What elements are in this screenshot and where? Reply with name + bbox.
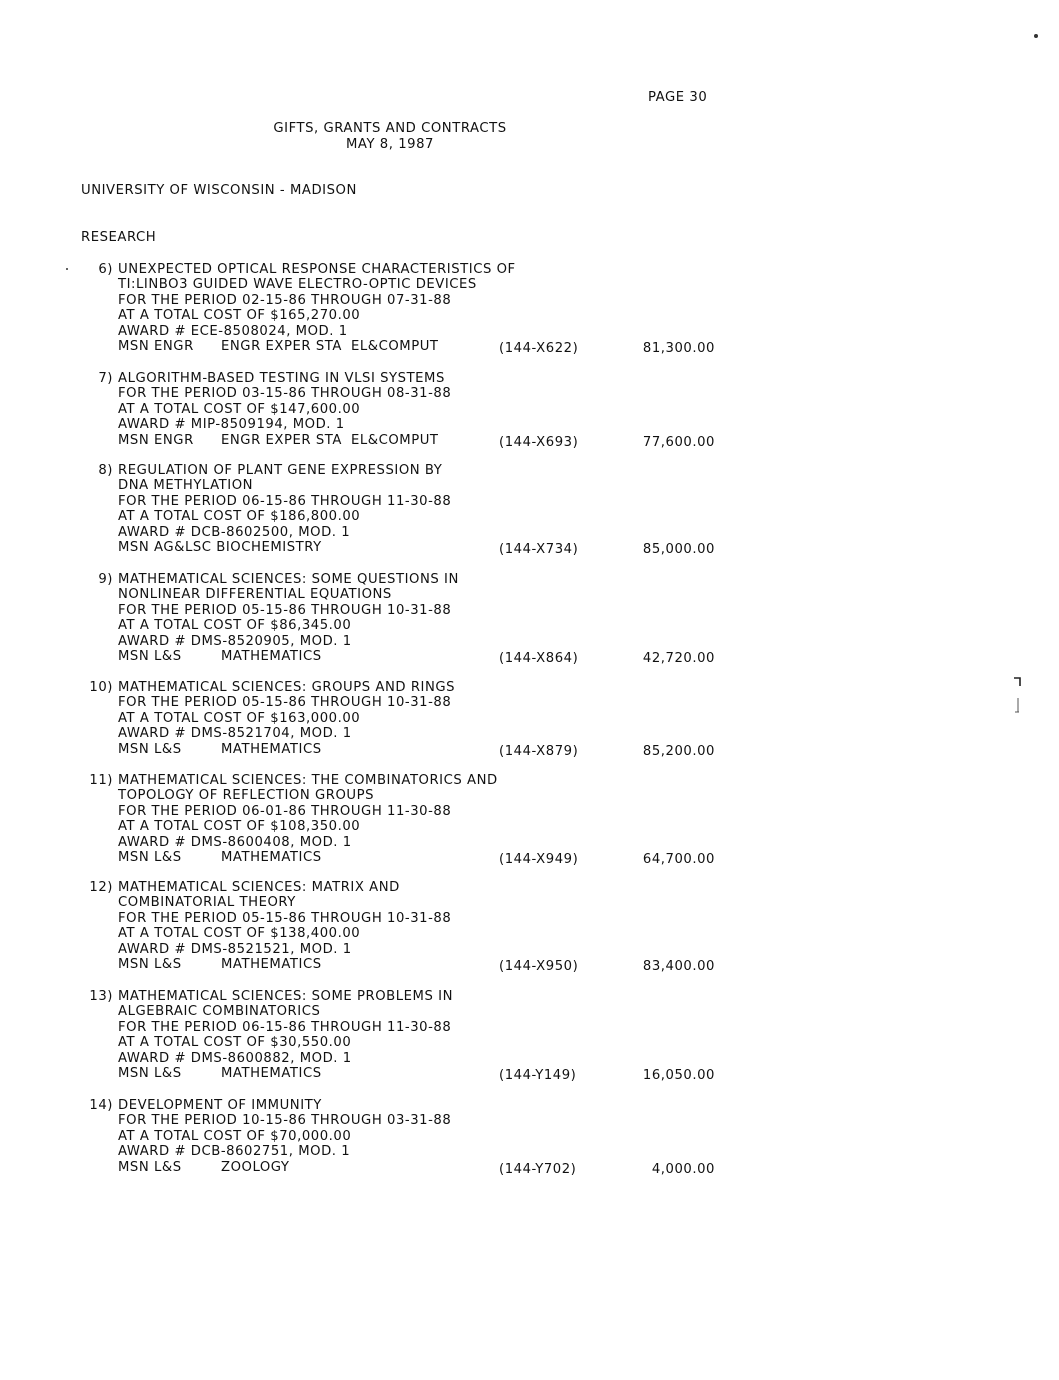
grant-total: AT A TOTAL COST OF $186,800.00 <box>118 509 361 525</box>
entry-number: 7) <box>98 371 113 386</box>
grant-title-line: DNA METHYLATION <box>118 478 254 494</box>
grant-title-line: NONLINEAR DIFFERENTIAL EQUATIONS <box>118 587 392 603</box>
entry-number: 11) <box>89 773 113 788</box>
award-amount: 64,700.00 <box>642 851 715 867</box>
grant-period: FOR THE PERIOD 05-15-86 THROUGH 10-31-88 <box>118 602 452 618</box>
award-amount: 4,000.00 <box>651 1161 715 1177</box>
department: MATHEMATICS <box>221 1065 322 1081</box>
grant-entry <box>81 989 721 1082</box>
grant-award: AWARD # DMS-8520905, MOD. 1 <box>118 633 352 649</box>
grant-title-line: ALGEBRAIC COMBINATORICS <box>118 1004 321 1020</box>
grant-total: AT A TOTAL COST OF $138,400.00 <box>118 926 361 942</box>
grant-total: AT A TOTAL COST OF $163,000.00 <box>118 710 361 726</box>
grant-total: AT A TOTAL COST OF $108,350.00 <box>118 819 361 835</box>
grant-entry <box>81 1098 721 1176</box>
document-title-block <box>240 121 540 153</box>
account-number: (144-X864) <box>499 650 579 666</box>
grant-award: AWARD # DMS-8600882, MOD. 1 <box>118 1050 352 1066</box>
grant-total: AT A TOTAL COST OF $86,345.00 <box>118 618 352 634</box>
grant-period: FOR THE PERIOD 03-15-86 THROUGH 08-31-88 <box>118 386 452 402</box>
entry-number: 6) <box>98 262 113 277</box>
department: ZOOLOGY <box>221 1159 290 1175</box>
entry-number: 8) <box>98 463 113 478</box>
grant-entry <box>81 773 721 866</box>
grant-period: FOR THE PERIOD 06-15-86 THROUGH 11-30-88 <box>118 1019 452 1035</box>
grant-title-line: TI:LINBO3 GUIDED WAVE ELECTRO-OPTIC DEVICES <box>118 277 477 293</box>
grant-period: FOR THE PERIOD 05-15-86 THROUGH 10-31-88 <box>118 695 452 711</box>
grant-period: FOR THE PERIOD 06-15-86 THROUGH 11-30-88 <box>118 493 452 509</box>
entry-number: 12) <box>89 880 113 895</box>
margin-mark <box>1012 676 1022 716</box>
campus-unit: MSN L&S <box>118 1065 182 1081</box>
award-amount: 42,720.00 <box>642 650 715 666</box>
account-number: (144-X693) <box>499 434 579 450</box>
grant-award: AWARD # DCB-8602751, MOD. 1 <box>118 1144 351 1160</box>
award-amount: 83,400.00 <box>642 958 715 974</box>
grant-total: AT A TOTAL COST OF $30,550.00 <box>118 1035 352 1051</box>
scan-speck <box>66 268 68 270</box>
account-number: (144-X950) <box>499 958 579 974</box>
grant-title-line: REGULATION OF PLANT GENE EXPRESSION BY <box>118 463 443 478</box>
entry-number: 10) <box>89 680 113 695</box>
document-date: MAY 8, 1987 <box>345 137 434 152</box>
grant-title-line: MATHEMATICAL SCIENCES: GROUPS AND RINGS <box>118 680 456 695</box>
entry-number: 13) <box>89 989 113 1004</box>
grant-total: AT A TOTAL COST OF $147,600.00 <box>118 401 361 417</box>
grant-title-line: MATHEMATICAL SCIENCES: MATRIX AND <box>118 880 400 895</box>
grant-award: AWARD # MIP-8509194, MOD. 1 <box>118 417 345 433</box>
account-number: (144-Y149) <box>499 1067 577 1083</box>
campus-unit: MSN AG&LSC BIOCHEMISTRY <box>118 539 322 555</box>
department: MATHEMATICS <box>221 648 322 664</box>
grant-award: AWARD # DCB-8602500, MOD. 1 <box>118 524 351 540</box>
campus-unit: MSN L&S <box>118 849 182 865</box>
campus-unit: MSN L&S <box>118 1159 182 1175</box>
page-number: PAGE 30 <box>648 90 708 105</box>
grant-award: AWARD # DMS-8600408, MOD. 1 <box>118 834 352 850</box>
grant-period: FOR THE PERIOD 02-15-86 THROUGH 07-31-88 <box>118 292 452 308</box>
scan-speck <box>1034 34 1038 38</box>
grant-entry <box>81 371 721 449</box>
grant-title-line: MATHEMATICAL SCIENCES: THE COMBINATORICS AND <box>118 773 498 788</box>
grant-award: AWARD # DMS-8521704, MOD. 1 <box>118 726 352 742</box>
account-number: (144-X622) <box>499 340 579 356</box>
grant-period: FOR THE PERIOD 06-01-86 THROUGH 11-30-88 <box>118 803 452 819</box>
grant-entry <box>81 463 721 556</box>
institution-name: UNIVERSITY OF WISCONSIN - MADISON <box>81 183 357 198</box>
entry-number: 14) <box>89 1098 113 1113</box>
sub-department: EL&COMPUT <box>351 432 439 448</box>
grant-entry <box>81 262 721 355</box>
entry-number: 9) <box>98 572 113 587</box>
account-number: (144-X734) <box>499 541 579 557</box>
campus-unit: MSN L&S <box>118 648 182 664</box>
account-number: (144-X949) <box>499 851 579 867</box>
grant-total: AT A TOTAL COST OF $165,270.00 <box>118 308 361 324</box>
grant-award: AWARD # DMS-8521521, MOD. 1 <box>118 941 352 957</box>
department: MATHEMATICS <box>221 849 322 865</box>
grant-award: AWARD # ECE-8508024, MOD. 1 <box>118 323 348 339</box>
grant-title-line: MATHEMATICAL SCIENCES: SOME QUESTIONS IN <box>118 572 459 587</box>
award-amount: 85,200.00 <box>642 743 715 759</box>
grant-entry <box>81 680 721 758</box>
grant-title-line: UNEXPECTED OPTICAL RESPONSE CHARACTERISTICS OF <box>118 262 516 277</box>
campus-unit: MSN L&S <box>118 741 182 757</box>
campus-unit: MSN ENGR <box>118 338 194 354</box>
sub-department: EL&COMPUT <box>351 338 439 354</box>
campus-unit: MSN L&S <box>118 956 182 972</box>
award-amount: 77,600.00 <box>642 434 715 450</box>
department: ENGR EXPER STA <box>221 338 342 354</box>
grant-period: FOR THE PERIOD 05-15-86 THROUGH 10-31-88 <box>118 910 452 926</box>
department: MATHEMATICS <box>221 741 322 757</box>
grant-period: FOR THE PERIOD 10-15-86 THROUGH 03-31-88 <box>118 1113 452 1129</box>
department: ENGR EXPER STA <box>221 432 342 448</box>
grant-title-line: MATHEMATICAL SCIENCES: SOME PROBLEMS IN <box>118 989 453 1004</box>
award-amount: 81,300.00 <box>642 340 715 356</box>
grant-total: AT A TOTAL COST OF $70,000.00 <box>118 1128 352 1144</box>
account-number: (144-X879) <box>499 743 579 759</box>
grant-title-line: COMBINATORIAL THEORY <box>118 895 296 911</box>
document-title: GIFTS, GRANTS AND CONTRACTS <box>273 121 507 136</box>
grant-entry <box>81 572 721 665</box>
award-amount: 85,000.00 <box>642 541 715 557</box>
section-heading: RESEARCH <box>81 230 157 245</box>
grant-entry <box>81 880 721 973</box>
grant-title-line: DEVELOPMENT OF IMMUNITY <box>118 1098 322 1113</box>
account-number: (144-Y702) <box>499 1161 577 1177</box>
grant-title-line: ALGORITHM-BASED TESTING IN VLSI SYSTEMS <box>118 371 445 386</box>
department: MATHEMATICS <box>221 956 322 972</box>
grant-title-line: TOPOLOGY OF REFLECTION GROUPS <box>118 788 375 804</box>
campus-unit: MSN ENGR <box>118 432 194 448</box>
award-amount: 16,050.00 <box>642 1067 715 1083</box>
